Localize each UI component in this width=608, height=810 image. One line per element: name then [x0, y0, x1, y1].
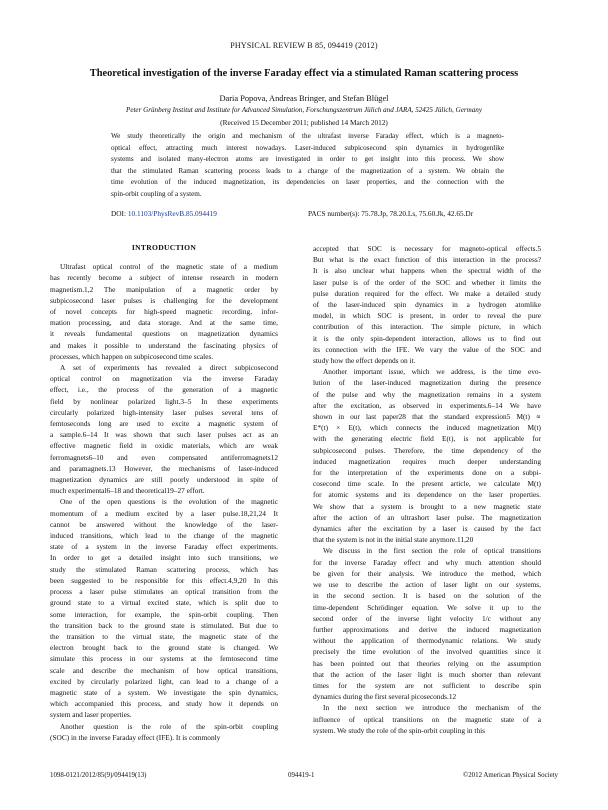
body-line: We show that a system is brought to a new magnetic state — [313, 501, 541, 511]
journal-header: PHYSICAL REVIEW B 85, 094419 (2012) — [230, 41, 378, 50]
body-line: and makes it possible to understand the fascinating physics of — [50, 340, 278, 350]
body-line: In the next section we introduce the mechanism of the — [323, 703, 541, 713]
doi-link[interactable]: 10.1103/PhysRevB.85.094419 — [127, 209, 217, 218]
body-line: for the interpretation of the experiments done on a subpi- — [313, 468, 541, 478]
body-line: ferromagnets6–10 and even compensated antiferromagnets12 — [50, 452, 278, 462]
body-line: magnetic state of a system. We investigate the spin dynamics, — [50, 687, 278, 697]
body-line: mation processing, and data storage. And at the same time, — [50, 318, 278, 328]
body-line: subpicosecond pulses. Therefore, the time dependency of the — [313, 445, 541, 455]
body-line: after the excitation, as observed in experiments.6–14 We have — [313, 400, 541, 410]
body-line: laser pulse is of the order of the SOC and whether it limits the — [313, 277, 541, 287]
body-line: E*(t) × E(t), which connects the induced magnetization M(t) — [313, 423, 541, 433]
body-line: further approximations and derive the induced magnetization — [313, 624, 541, 634]
body-line: for atomic systems and its dependence on the laser properties. — [313, 490, 541, 500]
body-line: some interaction, for example, the spin-orbit coupling. Then — [50, 609, 278, 619]
body-line: optical control on magnetization via the inverse Faraday — [50, 374, 278, 384]
body-line: lution of the laser-induced magnetization during the presence — [313, 378, 541, 388]
body-line: in the second section. It is based on the solution of the — [313, 591, 541, 601]
body-line: with the generating electric field E(t), is not applicable for — [313, 434, 541, 444]
abstract-line: time evolution of the induced magnetization, its dependencies on laser properties, and the connection with the — [111, 178, 504, 187]
pacs-numbers: PACS number(s): 75.78.Jp, 78.20.Ls, 75.60.Jk, 42.65.Dr — [308, 209, 474, 218]
body-line: simulate this process in our systems at the femtosecond time — [50, 654, 278, 664]
body-line: It is also unclear what happens when the spectral width of the — [313, 266, 541, 276]
body-line: excited by circularly polarized light, can lead to a change of a — [50, 676, 278, 686]
body-line: shown in our last paper28 that the standard expression5 M(t) ∝ — [313, 412, 541, 422]
body-line: femtoseconds long are used to excite a magnetic system of — [50, 419, 278, 429]
body-line: which accompanied this process, and study how it depends on — [50, 699, 278, 709]
body-line: the transition to the virtual state, the magnetic state of the — [50, 631, 278, 641]
body-line: induced magnetization requires much deeper understanding — [313, 456, 541, 466]
body-line: system. We study the role of the spin-orbit coupling in this — [313, 725, 486, 735]
body-line: pulse duration required for the effect. We make a detailed study — [313, 288, 541, 298]
body-line: cosecond time scale. In the present article, we calculate M(t) — [313, 479, 541, 489]
abstract-line: optical effect, attracting much interest nowadays. Laser-induced subpicosecond spin dynamics in hydrogenlike — [111, 143, 504, 152]
abstract-line: We study theoretically the origin and mechanism of the ultrafast inverse Faraday effect, which is a magneto- — [111, 132, 504, 140]
body-line: precisely the time evolution of the involved quantities since it — [313, 647, 541, 657]
body-line: effect, i.e., the process of the generation of a magnetic — [50, 385, 278, 395]
body-line: study how the effect depends on it. — [313, 356, 416, 366]
body-line: A set of experiments has revealed a direct subpicosecond — [60, 363, 278, 373]
body-line: much experimental6–18 and theoretical19–27 effort. — [50, 486, 205, 496]
body-line: it is the only spin-dependent interaction, allows us to find out — [313, 333, 541, 343]
body-line: accepted that SOC is necessary for magneto-optical effects.5 — [313, 244, 541, 253]
body-line: We discuss in the first section the role of optical transitions — [323, 546, 541, 556]
right-column — [313, 243, 541, 736]
body-line: One of the open questions is the evolution of the magnetic — [60, 497, 278, 507]
body-line: second order of the inverse light velocity 1/c without any — [313, 613, 541, 623]
body-line: But what is the exact function of this interaction in the process? — [313, 255, 541, 265]
body-line: scale and describe the mechanism of how optical transitions, — [50, 665, 278, 675]
footer-page-number: 094419-1 — [288, 772, 315, 779]
body-line: Ultrafast optical control of the magnetic state of a medium — [60, 262, 278, 272]
body-line: (SOC) in the inverse Faraday effect (IFE). It is commonly — [50, 732, 221, 742]
author-list: Daria Popova, Andreas Bringer, and Stefan Blügel — [219, 94, 389, 103]
body-line: process a laser pulse stimulates an optical transition from the — [50, 587, 278, 597]
doi-label: DOI: — [111, 209, 126, 218]
body-line: induced transitions, which lead to the change of the magnetic — [50, 531, 278, 541]
body-line: Another important issue, which we address, is the time evo- — [323, 367, 541, 377]
body-line: of the pulse and why the magnetization remains in a system — [313, 389, 541, 399]
body-line: has been pointed out that theories relying on the assumption — [313, 658, 541, 668]
body-line: effective magnetic field in oxidic materials, which are weak — [50, 441, 278, 451]
body-line: be given for their analysis. We introduce the method, which — [313, 568, 541, 578]
affiliation: Peter Grünberg Institut and Institute for Advanced Simulation, Forschungszentrum Jülich and JARA, 52425 Jülich, Germany — [125, 106, 482, 114]
doi-line — [111, 209, 504, 218]
body-line: we use to describe the action of laser light on our systems, — [313, 580, 541, 590]
body-line: and paramagnets.13 However, the mechanisms of laser-induced — [50, 463, 278, 473]
body-line: that the system is not in the initial state anymore.11,20 — [313, 535, 474, 545]
body-line: of novel concepts for high-speed magnetic recording, infor- — [50, 307, 278, 317]
body-line: for the inverse Faraday effect and why much attention should — [313, 557, 541, 567]
body-line: a sample.6–14 It was shown that such laser pulses act as an — [50, 430, 278, 440]
body-line: circularly polarized high-intensity laser pulses several tens of — [50, 407, 278, 417]
left-column — [50, 242, 278, 743]
body-line: after the action of an ultrashort laser pulse. The magnetization — [313, 512, 541, 522]
body-line: the transition back to the ground state is stimulated. But due to — [50, 620, 278, 630]
body-line: model, in which SOC is present, in order to reveal the pure — [313, 311, 541, 321]
body-line: dynamics during the first several picoseconds.12 — [313, 692, 457, 702]
body-line: cannot be answered without the knowledge of the laser- — [50, 519, 278, 529]
body-line: of the laser-induced spin dynamics in a hydrogen atomlike — [313, 300, 541, 310]
body-line: magnetism.1,2 The manipulation of a magnetic order by — [50, 284, 278, 294]
body-line: without the application of thermodynamic relations. We study — [313, 636, 541, 646]
body-line: that the action of the laser light is much shorter than relevant — [313, 669, 541, 679]
body-line: state of a system in the inverse Faraday effect experiments. — [50, 542, 278, 552]
body-line: system and laser properties. — [50, 710, 132, 720]
body-line: field by nonlinear polarized light.3–5 In these experiments — [50, 396, 278, 406]
body-line: processes, which happen on subpicosecond time scales. — [50, 351, 214, 361]
body-line: times for the system are not sufficient to describe spin — [313, 680, 541, 690]
body-line: study the stimulated Raman scattering process, which has — [50, 564, 278, 574]
abstract-line: spin-orbit coupling of a system. — [111, 189, 202, 198]
section-heading: INTRODUCTION — [131, 243, 197, 252]
body-line: ground state to a virtual excited state, which is split due to — [50, 598, 278, 608]
abstract — [111, 131, 504, 201]
body-line: it reveals fundamental questions on magnetization dynamics — [50, 329, 278, 339]
body-line: electron brought back to the ground state is changed. We — [50, 643, 278, 653]
paper-title: Theoretical investigation of the inverse Faraday effect via a stimulated Raman scattering process — [89, 68, 519, 79]
body-line: Another question is the role of the spin-orbit coupling — [60, 721, 278, 731]
abstract-line: that the stimulated Raman scattering process leads to a change of the magnetization of a system. We obtain the — [111, 166, 504, 175]
body-line: influence of optical transitions on the magnetic state of a — [313, 714, 541, 724]
footer-copyright: ©2012 American Physical Society — [463, 772, 558, 779]
body-line: its connection with the IFE. We vary the value of the SOC and — [313, 344, 541, 354]
body-line: subpicosecond laser pulses is challenging for the development — [50, 295, 278, 305]
body-line: dynamics after the excitation by a laser is caused by the fact — [313, 524, 541, 534]
footer-issn: 1098-0121/2012/85(9)/094419(13) — [50, 772, 147, 779]
body-line: has recently become a subject of intense research in modern — [50, 273, 278, 283]
body-line: In order to get a detailed insight into such transitions, we — [50, 553, 278, 563]
body-line: magnetization dynamics are still poorly understood in spite of — [50, 475, 278, 485]
body-line: time-dependent Schrödinger equation. We solve it up to the — [313, 602, 541, 612]
received-dates: (Received 15 December 2011; published 14 March 2012) — [220, 118, 388, 127]
abstract-line: systems and isolated many-electron atoms are investigated in order to get insight into this process. We show — [111, 155, 504, 164]
body-line: contribution of this interaction. The simple picture, in which — [313, 322, 541, 332]
body-line: been suggested to be responsible for this effect.4,9,20 In this — [50, 575, 278, 585]
body-line: momentum of a medium excited by a laser pulse.18,21,24 It — [50, 508, 278, 518]
